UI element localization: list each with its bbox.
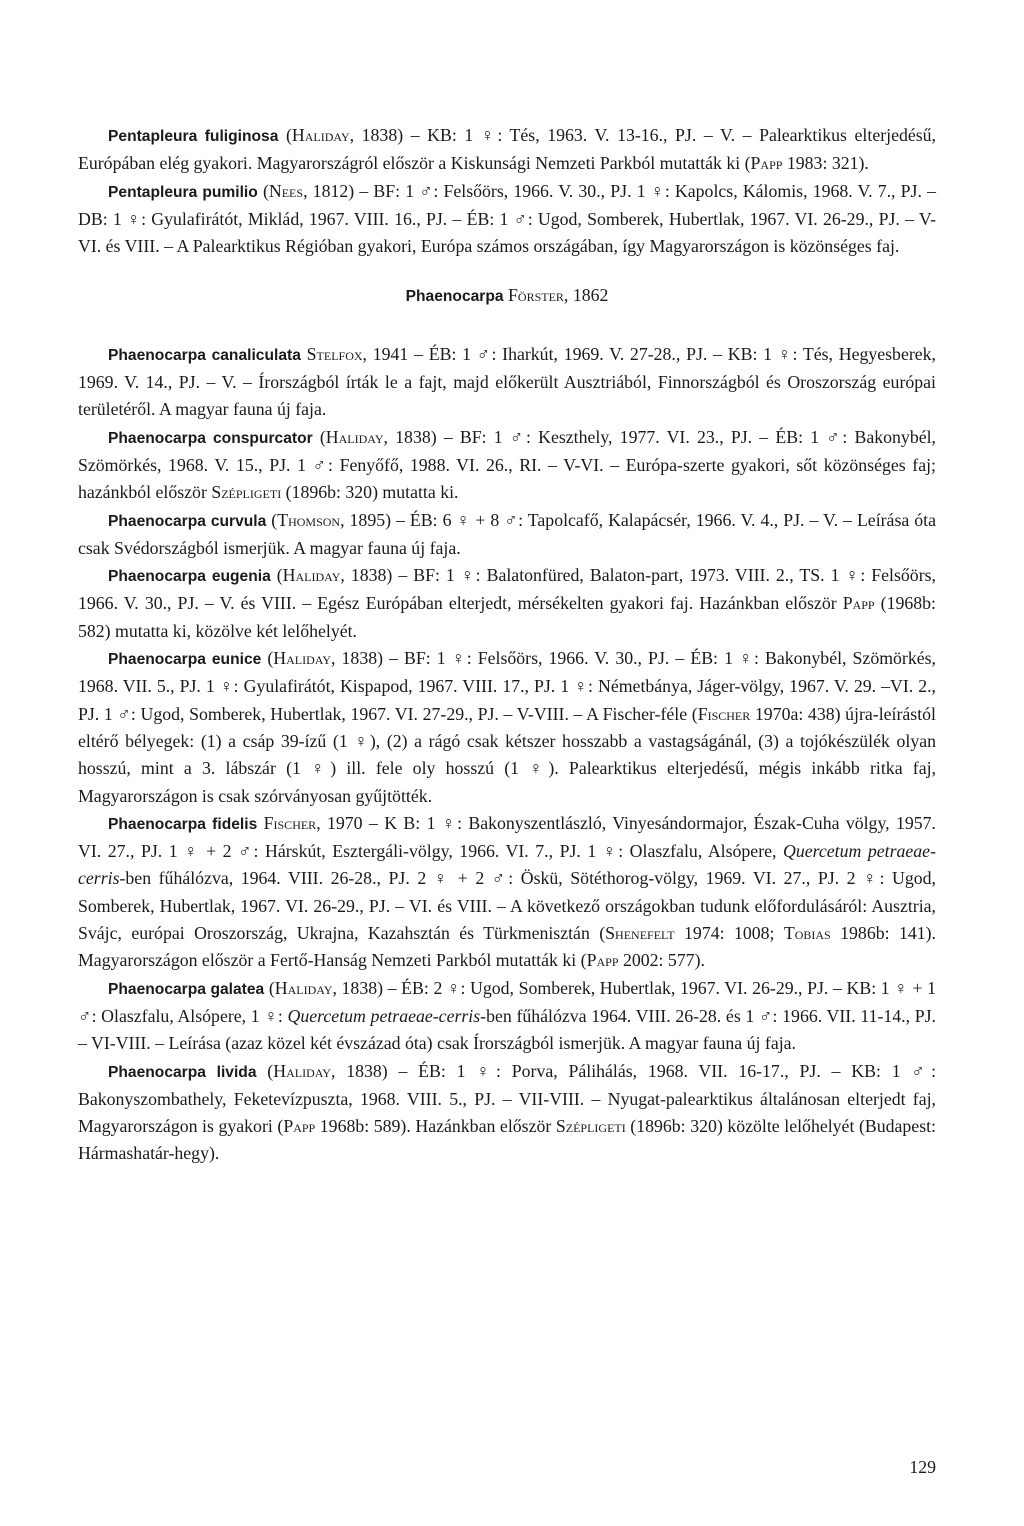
species-entry: Phaenocarpa curvula (Thomson, 1895) – ÉB: 6 ♀ + 8 ♂: Tapolcafő, Kalapácsér, 1966. V. 4., PJ. – V. – Leírása óta csak Svédországból ismerjük. A magyar fauna új faja. [78, 509, 936, 558]
reference-text: 1970a: 438) újra-leírástól eltérő bélyegek: (1) a csáp 39-ízű (1 ♀), (2) a rágó csak kétszer hosszabb a vastagságánál, (3) a tojókészülék olyan hosszú, mint a 3. lábszár (1 ♀) ill. fele oly hosszú (1 ♀). Palearktikus elterjedésű, mégis inkább ritka faj, Magyarországon is csak szórványosan gyűjtötték. [78, 703, 936, 806]
author-name: Haliday [291, 125, 350, 145]
entry-text: , 1895) – ÉB: 6 ♀ + 8 ♂: Tapolcafő, Kalapácsér, 1966. V. 4., PJ. – V. – Leírása óta csak Svédországból ismerjük. A magyar fauna új faja. [78, 509, 936, 558]
genus-name: Phaenocarpa [405, 288, 504, 306]
entry-text: 1986b: 141). Magyarországon először a Fertő-Hanság Nemzeti Parkból mutatták ki ( [78, 923, 936, 971]
author-name: Haliday [282, 565, 341, 586]
entry-text: -ben fűhálózva, 1964. VIII. 26-28., PJ. 2 ♀ + 2 ♂: Öskü, Sötéthorog-völgy, 1969. VI. 27., PJ. 2 ♀: Ugod, Somberek, Hubertlak, 1967. VI. 26-29., PJ. – VI. és VIII. – A következő országokban tudunk előfordulásáról: Ausztria, Svájc, európai Oroszország, Ukrajna, Kazahsztán és Türkmenisztán ( [78, 868, 936, 944]
entry-text: , 1838) – ÉB: 2 ♀: Ugod, Somberek, Hubertlak, 1967. VI. 26-29., PJ. – KB: 1 ♀ + 1 ♂: Olaszfalu, Alsópere, 1 ♀: [78, 977, 936, 1026]
plant-association: Quercetum petraeae-cerris [287, 1005, 481, 1026]
reference-text: 1983: 321). [782, 153, 869, 174]
entry-text: , 1941 – ÉB: 1 ♂: Iharkút, 1969. V. 27-28., PJ. – KB: 1 ♀: Tés, Hegyesberek, 1969. V. 14., PJ. – V. – Írországból írták le a fajt, majd előkerült Ausztriából, Finnországból és Oroszország európai területéről. A magyar fauna új faja. [78, 343, 936, 420]
reference-author: Shenefelt [605, 923, 675, 944]
reference-text: (1896b: 320) mutatta ki. [281, 482, 459, 503]
species-entry: Pentapleura pumilio (Nees, 1812) – BF: 1 ♂: Felsőörs, 1966. V. 30., PJ. 1 ♀: Kapolcs, Kálomis, 1968. V. 7., PJ. – DB: 1 ♀: Gyulafirátót, Miklád, 1967. VIII. 16., PJ. – ÉB: 1 ♂: Ugod, Somberek, Hubertlak, 1967. VI. 26-29., PJ. – V-VI. és VIII. – A Palearktikus Régióban gyakori, Európa számos országában, így Magyarországon is közönséges faj. [78, 180, 936, 257]
reference-author: Tobias [783, 923, 831, 944]
author-name: Stelfox [306, 343, 363, 364]
species-entry [78, 810, 936, 975]
entry-text: , 1838) – ÉB: 1 ♀: Porva, Pálihálás, 1968. VII. 16-17., PJ. – KB: 1 ♂: Bakonyszombathely, Feketevízpuszta, 1968. VIII. 5., PJ. – VII-VIII. – Nyugat-palearktikus általánosan elterjedt faj, Magyarországon is gyakori ( [78, 1060, 937, 1137]
species-name: Phaenocarpa fidelis [108, 815, 258, 833]
author-name: Thomson [277, 509, 341, 530]
author-name: Haliday [273, 1060, 331, 1081]
entry-text: , 1838) – BF: 1 ♀: Felsőörs, 1966. V. 30., PJ. – ÉB: 1 ♀: Bakonybél, Szömörkés, 1968. VII. 5., PJ. 1 ♀: Gyulafirátót, Kispapod, 1967. VIII. 17., PJ. 1 ♀: Németbánya, Jáger-völgy, 1967. V. 29. –VI. 2., PJ. 1 ♂: Ugod, Somberek, Hubertlak, 1967. VI. 27-29., PJ. – V-VIII. – A Fischer-féle ( [78, 648, 937, 724]
entry-text: , 1838) – BF: 1 ♀: Balatonfüred, Balaton-part, 1973. VIII. 2., TS. 1 ♀: Felsőörs, 1966. V. 30., PJ. – V. és VIII. – Egész Európában elterjedt, mérsékelten gyakori faj. Hazánkban először [78, 565, 936, 614]
entry-text: , 1838) – KB: 1 ♀: Tés, 1963. V. 13-16., PJ. – V. – Palearktikus elterjedésű, Európában elég gyakori. Magyarországról először a Kiskunsági Nemzeti Parkból mutatták ki ( [78, 125, 936, 174]
entry-text: , 1838) – BF: 1 ♂: Keszthely, 1977. VI. 23., PJ. – ÉB: 1 ♂: Bakonybél, Szömörkés, 1968. V. 15., PJ. 1 ♂: Fenyőfő, 1988. VI. 26., RI. – V-VI. – Európa-szerte gyakori, sőt közönséges faj; hazánkból először [78, 426, 936, 503]
reference-author: Papp [283, 1116, 316, 1137]
entry-text: , 1970 – K B: 1 ♀: Bakonyszentlászló, Vinyesándormajor, Észak-Cuha völgy, 1957. VI. 27., PJ. 1 ♀ + 2 ♂: Hárskút, Esztergáli-völgy, 1966. VI. 7., PJ. 1 ♀: Olaszfalu, Alsópere, [78, 812, 937, 862]
author-name: Haliday [273, 648, 332, 669]
reference-author: Szépligeti [555, 1116, 626, 1137]
reference-author: Szépligeti [211, 482, 282, 503]
species-entry: Phaenocarpa conspurcator (Haliday, 1838) – BF: 1 ♂: Keszthely, 1977. VI. 23., PJ. – ÉB: 1 ♂: Bakonybél, Szömörkés, 1968. V. 15., PJ. 1 ♂: Fenyőfő, 1988. VI. 26., RI. – V-VI. – Európa-szerte gyakori, sőt közönséges faj; hazánkból először Szépligeti (1896b: 320) mutatta ki. [78, 426, 936, 503]
entry-text: , 1812) – BF: 1 ♂: Felsőörs, 1966. V. 30., PJ. 1 ♀: Kapolcs, Kálomis, 1968. V. 7., PJ. – DB: 1 ♀: Gyulafirátót, Miklád, 1967. VIII. 16., PJ. – ÉB: 1 ♂: Ugod, Somberek, Hubertlak, 1967. VI. 26-29., PJ. – V-VI. és VIII. – A Palearktikus Régióban gyakori, Európa számos országában, így Magyarországon is közönséges faj. [78, 180, 936, 257]
genus-heading [78, 282, 936, 310]
genus-author: Förster [508, 285, 564, 306]
species-name: Phaenocarpa conspurcator [108, 429, 313, 447]
author-name: Fischer [263, 812, 317, 833]
species-name: Phaenocarpa canaliculata [108, 346, 301, 364]
species-name: Phaenocarpa eunice [108, 651, 262, 669]
species-name: Pentapleura pumilio [108, 183, 258, 201]
reference-author: Fischer [697, 703, 751, 724]
species-entry: Phaenocarpa livida (Haliday, 1838) – ÉB: 1 ♀: Porva, Pálihálás, 1968. VII. 16-17., PJ. – KB: 1 ♂: Bakonyszombathely, Feketevízpuszta, 1968. VIII. 5., PJ. – VII-VIII. – Nyugat-palearktikus általánosan elterjedt faj, Magyarországon is gyakori (Papp 1968b: 589). Hazánkban először Szépligeti (1896b: 320) közölte lelőhelyét (Budapest: Hármashatár-hegy). [78, 1060, 937, 1164]
species-name: Pentapleura fuliginosa [108, 128, 279, 145]
page-number: 129 [909, 1457, 936, 1477]
species-name: Phaenocarpa livida [108, 1063, 257, 1081]
entry-text: 2002: 577). [618, 950, 705, 971]
entry-text: -ben fűhálózva 1964. VIII. 26-28. és 1 ♂: 1966. VII. 11-14., PJ. – VI-VIII. – Leírása (azaz közel két évszázad óta) csak Írországból ismerjük. A magyar fauna új faja. [78, 1005, 936, 1054]
reference-author: Papp [750, 153, 783, 174]
author-name: Haliday [325, 426, 384, 447]
species-entry: Pentapleura fuliginosa (Haliday, 1838) – KB: 1 ♀: Tés, 1963. V. 13-16., PJ. – V. – Palearktikus elterjedésű, Európában elég gyakori. Magyarországról először a Kiskunsági Nemzeti Parkból mutatták ki (Papp 1983: 321). [78, 125, 936, 174]
reference-author: Papp [586, 950, 619, 971]
entry-text: 1974: 1008; [674, 923, 784, 944]
genus-year: , 1862 [563, 285, 609, 306]
author-name: Nees [268, 180, 304, 201]
species-entry: Phaenocarpa eugenia (Haliday, 1838) – BF: 1 ♀: Balatonfüred, Balaton-part, 1973. VIII. 2., TS. 1 ♀: Felsőörs, 1966. V. 30., PJ. – V. és VIII. – Egész Európában elterjedt, mérsékelten gyakori faj. Hazánkban először Papp (1968b: 582) mutatta ki, közölve két lelőhelyét. [78, 565, 936, 641]
document-body [78, 122, 936, 1168]
species-entry [78, 341, 936, 424]
plant-association: Quercetum petraeae-cerris [78, 841, 936, 889]
species-entry: Phaenocarpa eunice (Haliday, 1838) – BF: 1 ♀: Felsőörs, 1966. V. 30., PJ. – ÉB: 1 ♀: Bakonybél, Szömörkés, 1968. VII. 5., PJ. 1 ♀: Gyulafirátót, Kispapod, 1967. VIII. 17., PJ. 1 ♀: Németbánya, Jáger-völgy, 1967. V. 29. –VI. 2., PJ. 1 ♂: Ugod, Somberek, Hubertlak, 1967. VI. 27-29., PJ. – V-VIII. – A Fischer-féle (Fischer 1970a: 438) újra-leírástól eltérő bélyegek: (1) a csáp 39-ízű (1 ♀), (2) a rágó csak kétszer hosszabb a vastagságánál, (3) a tojókészülék olyan hosszú, mint a 3. lábszár (1 ♀) ill. fele oly hosszú (1 ♀). Palearktikus elterjedésű, mégis inkább ritka faj, Magyarországon is csak szórványosan gyűjtötték. [78, 648, 937, 806]
reference-text: 1968b: 589). Hazánkban először [315, 1116, 556, 1137]
reference-text: (1896b: 320) közölte lelőhelyét (Budapest: Hármashatár-hegy). [78, 1116, 937, 1164]
reference-author: Papp [842, 593, 875, 614]
species-name: Phaenocarpa eugenia [108, 568, 271, 586]
species-name: Phaenocarpa curvula [108, 512, 267, 530]
reference-text: (1968b: 582) mutatta ki, közölve két lelőhelyét. [78, 593, 936, 641]
species-name: Phaenocarpa galatea [108, 980, 265, 998]
species-entry: Phaenocarpa galatea (Haliday, 1838) – ÉB: 2 ♀: Ugod, Somberek, Hubertlak, 1967. VI. 26-29., PJ. – KB: 1 ♀ + 1 ♂: Olaszfalu, Alsópere, 1 ♀: Quercetum petraeae-cerris-ben fűhálózva 1964. VIII. 26-28. és 1 ♂: 1966. VII. 11-14., PJ. – VI-VIII. – Leírása (azaz közel két évszázad óta) csak Írországból ismerjük. A magyar fauna új faja. [78, 977, 936, 1054]
author-name: Haliday [274, 977, 333, 998]
